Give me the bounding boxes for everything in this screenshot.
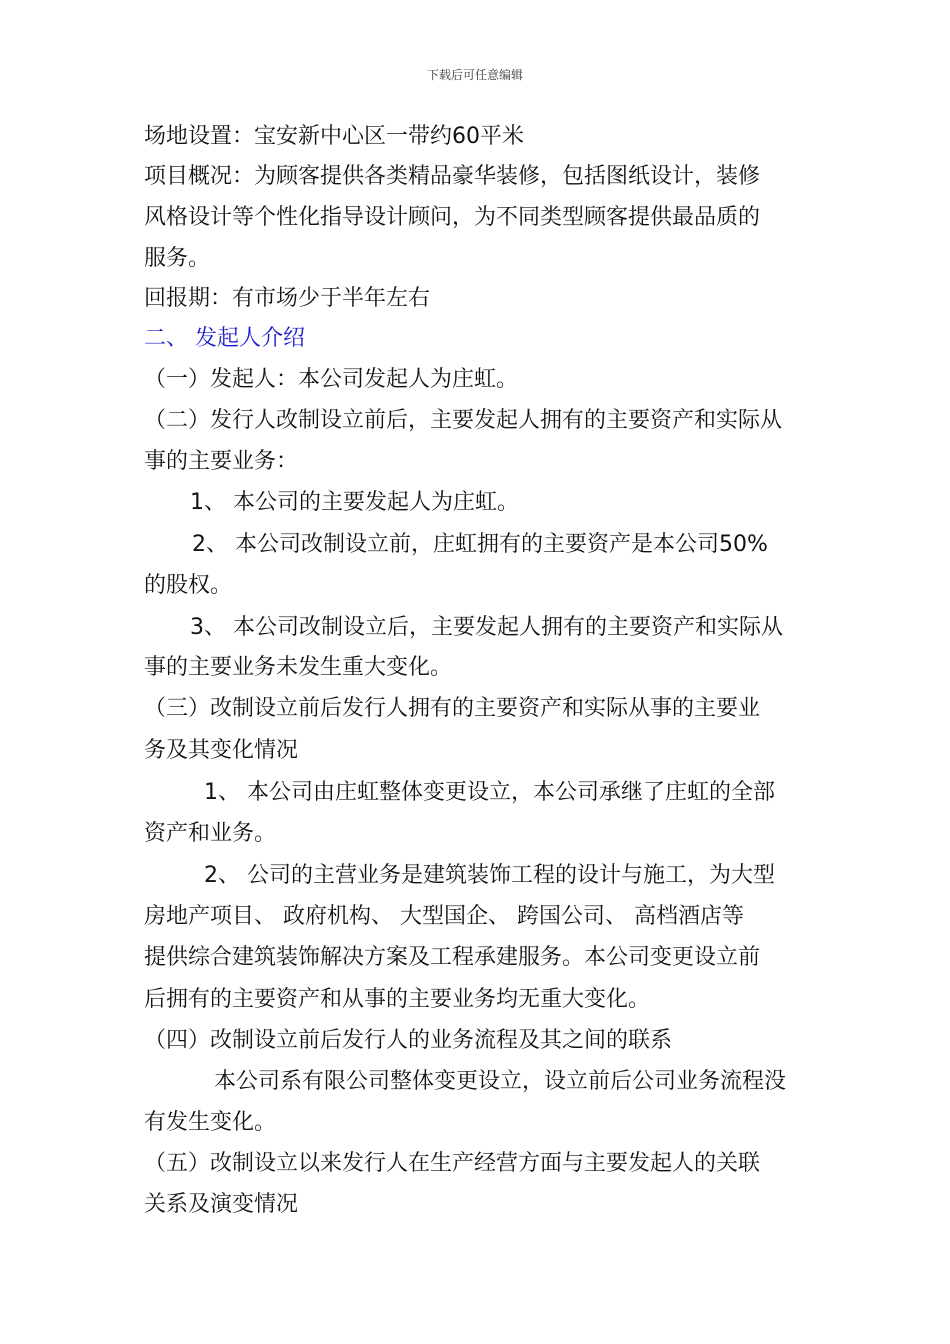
text-line: 风格设计等个性化指导设计顾问，为不同类型顾客提供最品质的 <box>144 205 761 230</box>
text-line: 项目概况：为顾客提供各类精品豪华装修，包括图纸设计，装修 <box>144 164 761 189</box>
text-line: 关系及演变情况 <box>144 1192 299 1217</box>
text-line: （二）发行人改制设立前后，主要发起人拥有的主要资产和实际从 <box>144 408 783 433</box>
text-line: 3、 本公司改制设立后，主要发起人拥有的主要资产和实际从 <box>190 615 783 640</box>
text-line: 本公司系有限公司整体变更设立，设立前后公司业务流程没 <box>214 1069 787 1094</box>
text-line: 房地产项目、 政府机构、 大型国企、 跨国公司、 高档酒店等 <box>144 904 744 929</box>
text-line: 务及其变化情况 <box>144 738 299 763</box>
text-line: 1、 本公司由庄虹整体变更设立，本公司承继了庄虹的全部 <box>204 780 775 805</box>
section-heading: 二、 发起人介绍 <box>144 326 305 351</box>
text-line: 有发生变化。 <box>144 1110 277 1135</box>
text-line: 后拥有的主要资产和从事的主要业务均无重大变化。 <box>144 987 651 1012</box>
text-line: 服务。 <box>144 246 211 271</box>
text-line: 提供综合建筑装饰解决方案及工程承建服务。本公司变更设立前 <box>144 945 761 970</box>
text-line: 事的主要业务： <box>144 449 299 474</box>
text-line: 的股权。 <box>144 573 233 598</box>
text-line: （四）改制设立前后发行人的业务流程及其之间的联系 <box>144 1028 673 1053</box>
text-line: 1、 本公司的主要发起人为庄虹。 <box>190 490 519 515</box>
text-line: 资产和业务。 <box>144 821 277 846</box>
text-line: 事的主要业务未发生重大变化。 <box>144 655 453 680</box>
text-line: （一）发起人：本公司发起人为庄虹。 <box>144 367 519 392</box>
text-line: 2、 本公司改制设立前，庄虹拥有的主要资产是本公司50% <box>192 532 768 557</box>
page-header: 下载后可任意编辑 <box>426 68 523 82</box>
text-line: （三）改制设立前后发行人拥有的主要资产和实际从事的主要业 <box>144 696 761 721</box>
text-line: 2、 公司的主营业务是建筑装饰工程的设计与施工，为大型 <box>204 863 775 888</box>
text-line: （五）改制设立以来发行人在生产经营方面与主要发起人的关联 <box>144 1151 761 1176</box>
text-line: 场地设置：宝安新中心区一带约60平米 <box>144 124 524 149</box>
text-line: 回报期：有市场少于半年左右 <box>144 286 431 311</box>
